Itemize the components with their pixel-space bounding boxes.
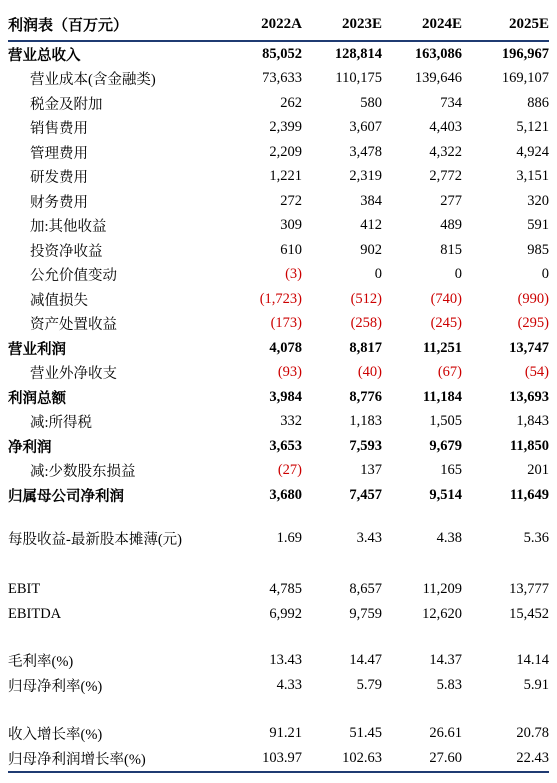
- cell-value: 12,620: [422, 605, 462, 622]
- table-row: [8, 649, 549, 674]
- row-label: 归母净利润增长率(%): [8, 751, 146, 768]
- cell-value: 91.21: [269, 725, 302, 742]
- cell-value: 3,653: [269, 437, 302, 454]
- table-row: [8, 312, 549, 337]
- row-label: 毛利率(%): [8, 654, 74, 671]
- cell-value: 13.43: [269, 652, 302, 669]
- spacer: [8, 698, 549, 722]
- cell-value: 4,403: [429, 119, 462, 136]
- cell-value: 22.43: [516, 749, 549, 766]
- table-row: [8, 578, 549, 603]
- cell-value: 102.63: [342, 749, 382, 766]
- cell-value: 277: [440, 192, 462, 209]
- cell-value: 169,107: [501, 70, 549, 87]
- table-row: [8, 238, 549, 263]
- cell-value: 8,817: [349, 339, 382, 356]
- row-label: 归母净利率(%): [8, 678, 103, 695]
- cell-value: 4,785: [269, 581, 302, 598]
- cell-value: 6,992: [269, 605, 302, 622]
- cell-value: 262: [280, 94, 302, 111]
- table-header: [8, 8, 549, 42]
- row-label: 营业外净收支: [30, 366, 117, 383]
- row-label: 利润总额: [8, 390, 66, 407]
- cell-value: 165: [440, 462, 462, 479]
- table-row: [8, 165, 549, 190]
- cell-value: 1,843: [516, 413, 549, 430]
- cell-value: 4.33: [276, 676, 302, 693]
- row-label: 加:其他收益: [30, 219, 107, 236]
- year-2023e: 2023E: [341, 15, 382, 32]
- cell-value: 1,221: [269, 168, 302, 185]
- cell-value: (40): [357, 364, 382, 381]
- cell-value: 0: [541, 266, 549, 283]
- cell-value: 139,646: [414, 70, 462, 87]
- cell-value: 11,184: [422, 388, 462, 405]
- table-row: [8, 434, 549, 459]
- table-title: 利润表（百万元）: [8, 17, 129, 34]
- table-row: [8, 385, 549, 410]
- table-row: [8, 42, 549, 67]
- row-label: 净利润: [8, 439, 52, 456]
- row-label: 财务费用: [30, 194, 88, 211]
- cell-value: 13,693: [509, 388, 549, 405]
- year-2022a: 2022A: [261, 15, 302, 32]
- cell-value: 1,183: [349, 413, 382, 430]
- cell-value: 128,814: [334, 45, 382, 62]
- cell-value: 196,967: [501, 45, 549, 62]
- cell-value: 14.47: [349, 652, 382, 669]
- table-row: [8, 602, 549, 627]
- table-row: [8, 722, 549, 747]
- table-row: [8, 483, 549, 508]
- cell-value: 384: [360, 192, 382, 209]
- cell-value: 9,679: [429, 437, 462, 454]
- cell-value: 734: [440, 94, 462, 111]
- cell-value: 9,514: [429, 486, 462, 503]
- cell-value: 5.79: [356, 676, 382, 693]
- cell-value: 8,776: [349, 388, 382, 405]
- table-row: [8, 522, 549, 556]
- cell-value: 886: [527, 94, 549, 111]
- table-row: [8, 410, 549, 435]
- row-label: 资产处置收益: [30, 317, 117, 334]
- cell-value: 51.45: [349, 725, 382, 742]
- row-label: EBITDA: [8, 605, 62, 622]
- row-label: 管理费用: [30, 145, 88, 162]
- cell-value: 163,086: [414, 45, 462, 62]
- cell-value: 5.36: [523, 530, 549, 546]
- cell-value: 0: [454, 266, 462, 283]
- cell-value: 13,777: [509, 581, 549, 598]
- cell-value: (1,723): [259, 290, 302, 307]
- cell-value: (258): [350, 315, 382, 332]
- cell-value: (67): [437, 364, 462, 381]
- table-row: [8, 67, 549, 92]
- cell-value: 580: [360, 94, 382, 111]
- cell-value: 4,078: [269, 339, 302, 356]
- cell-value: 4.38: [436, 530, 462, 546]
- cell-value: 14.14: [516, 652, 549, 669]
- cell-value: 3.43: [356, 530, 382, 546]
- cell-value: 2,399: [269, 119, 302, 136]
- row-label: 投资净收益: [30, 243, 103, 260]
- cell-value: 2,772: [429, 168, 462, 185]
- row-label: 减值损失: [30, 292, 88, 309]
- table-row: [8, 459, 549, 484]
- cell-value: 26.61: [429, 725, 462, 742]
- row-label: 营业成本(含金融类): [30, 72, 156, 89]
- table-row: [8, 336, 549, 361]
- cell-value: 73,633: [262, 70, 302, 87]
- row-label: 减:少数股东损益: [30, 464, 136, 481]
- cell-value: 3,151: [516, 168, 549, 185]
- cell-value: (93): [277, 364, 302, 381]
- cell-value: 201: [527, 462, 549, 479]
- cell-value: (990): [517, 290, 549, 307]
- table-row: [8, 189, 549, 214]
- cell-value: 5,121: [516, 119, 549, 136]
- cell-value: 11,850: [509, 437, 549, 454]
- cell-value: 4,322: [429, 143, 462, 160]
- cell-value: 110,175: [335, 70, 382, 87]
- cell-value: (245): [430, 315, 462, 332]
- row-label: 营业总收入: [8, 47, 81, 64]
- table-row: [8, 361, 549, 386]
- cell-value: 7,457: [349, 486, 382, 503]
- row-label: 归属母公司净利润: [8, 488, 124, 505]
- spacer: [8, 508, 549, 522]
- cell-value: 11,209: [422, 581, 462, 598]
- row-label: 收入增长率(%): [8, 727, 103, 744]
- cell-value: (3): [285, 266, 302, 283]
- table-row: [8, 287, 549, 312]
- cell-value: 902: [360, 241, 382, 258]
- cell-value: 103.97: [262, 749, 302, 766]
- cell-value: (173): [270, 315, 302, 332]
- row-label: EBIT: [8, 581, 41, 598]
- cell-value: 27.60: [429, 749, 462, 766]
- cell-value: 985: [527, 241, 549, 258]
- cell-value: 20.78: [516, 725, 549, 742]
- cell-value: 332: [280, 413, 302, 430]
- cell-value: 610: [280, 241, 302, 258]
- cell-value: 3,607: [349, 119, 382, 136]
- cell-value: 11,251: [422, 339, 462, 356]
- cell-value: 412: [360, 217, 382, 234]
- cell-value: 320: [527, 192, 549, 209]
- cell-value: 591: [527, 217, 549, 234]
- cell-value: 13,747: [509, 339, 549, 356]
- cell-value: 272: [280, 192, 302, 209]
- cell-value: 5.83: [436, 676, 462, 693]
- cell-value: 9,759: [349, 605, 382, 622]
- cell-value: 8,657: [349, 581, 382, 598]
- cell-value: 309: [280, 217, 302, 234]
- cell-value: 7,593: [349, 437, 382, 454]
- cell-value: 85,052: [262, 45, 302, 62]
- cell-value: 489: [440, 217, 462, 234]
- cell-value: (512): [350, 290, 382, 307]
- table-row: [8, 140, 549, 165]
- cell-value: 14.37: [429, 652, 462, 669]
- year-2025e: 2025E: [508, 15, 549, 32]
- cell-value: 4,924: [516, 143, 549, 160]
- cell-value: 0: [374, 266, 382, 283]
- cell-value: 15,452: [509, 605, 549, 622]
- cell-value: 1.69: [276, 530, 302, 546]
- cell-value: 137: [360, 462, 382, 479]
- cell-value: (54): [524, 364, 549, 381]
- cell-value: 2,319: [349, 168, 382, 185]
- cell-value: 1,505: [429, 413, 462, 430]
- row-label: 税金及附加: [30, 96, 103, 113]
- cell-value: (295): [517, 315, 549, 332]
- income-statement-table: [8, 8, 549, 773]
- row-label: 减:所得税: [30, 415, 93, 432]
- table-row: [8, 263, 549, 288]
- cell-value: 3,984: [269, 388, 302, 405]
- cell-value: (740): [430, 290, 462, 307]
- spacer: [8, 556, 549, 578]
- spacer: [8, 627, 549, 649]
- row-label: 营业利润: [8, 341, 66, 358]
- table-row: [8, 91, 549, 116]
- cell-value: 11,649: [509, 486, 549, 503]
- cell-value: 5.91: [523, 676, 549, 693]
- cell-value: 3,478: [349, 143, 382, 160]
- row-label: 公允价值变动: [30, 268, 117, 285]
- row-label: 每股收益-最新股本摊薄(元): [8, 532, 182, 548]
- cell-value: 3,680: [269, 486, 302, 503]
- cell-value: 2,209: [269, 143, 302, 160]
- row-label: 销售费用: [30, 121, 88, 138]
- table-row: [8, 673, 549, 698]
- table-row: [8, 116, 549, 141]
- table-row: [8, 746, 549, 773]
- cell-value: 815: [440, 241, 462, 258]
- row-label: 研发费用: [30, 170, 88, 187]
- cell-value: (27): [277, 462, 302, 479]
- year-2024e: 2024E: [421, 15, 462, 32]
- table-row: [8, 214, 549, 239]
